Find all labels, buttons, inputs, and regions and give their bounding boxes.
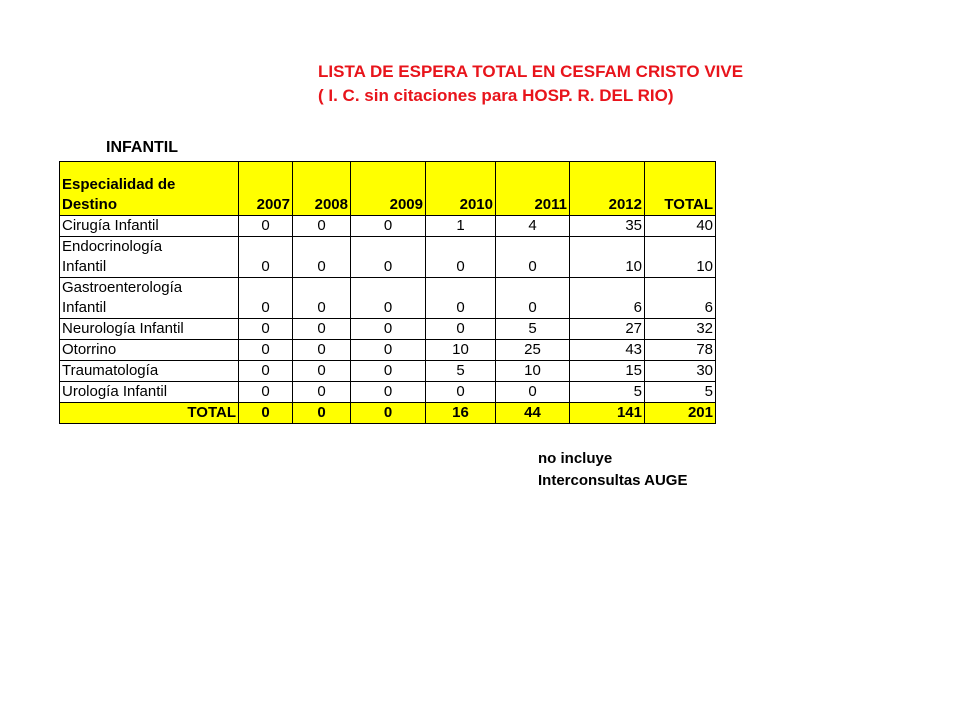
cell-2012: 35	[570, 216, 645, 237]
footnote-line-1: no incluye	[538, 450, 613, 467]
cell-2011: 0	[496, 382, 570, 403]
cell-2012: 15	[570, 361, 645, 382]
header-specialty-line-2: Destino	[62, 196, 118, 213]
cell-2007: 0	[239, 278, 293, 319]
total-2010: 16	[426, 403, 496, 424]
cell-2010: 0	[426, 382, 496, 403]
cell-2009: 0	[351, 319, 426, 340]
header-specialty	[60, 162, 239, 216]
document-title	[318, 60, 743, 108]
cell-2009: 0	[351, 216, 426, 237]
row-specialty-line-2: Infantil	[62, 299, 107, 316]
cell-2010: 0	[426, 319, 496, 340]
header-year-2008: 2008	[293, 162, 351, 216]
cell-2010: 5	[426, 361, 496, 382]
cell-2007: 0	[239, 237, 293, 278]
cell-2012: 10	[570, 237, 645, 278]
row-specialty-line-1: Endocrinología	[62, 238, 163, 255]
header-year-2007: 2007	[239, 162, 293, 216]
row-specialty: Neurología Infantil	[60, 319, 239, 340]
cell-2008: 0	[293, 278, 351, 319]
header-year-2010: 2010	[426, 162, 496, 216]
row-specialty: Otorrino	[60, 340, 239, 361]
total-2008: 0	[293, 403, 351, 424]
table-row	[60, 382, 716, 403]
cell-2008: 0	[293, 237, 351, 278]
cell-2009: 0	[351, 278, 426, 319]
row-specialty: Cirugía Infantil	[60, 216, 239, 237]
cell-2007: 0	[239, 382, 293, 403]
cell-total: 78	[645, 340, 716, 361]
total-grand: 201	[645, 403, 716, 424]
cell-2007: 0	[239, 361, 293, 382]
table-row	[60, 216, 716, 237]
table-row	[60, 278, 716, 319]
cell-2010: 10	[426, 340, 496, 361]
row-specialty	[60, 237, 239, 278]
section-label: INFANTIL	[106, 139, 178, 156]
cell-2012: 5	[570, 382, 645, 403]
header-year-2009: 2009	[351, 162, 426, 216]
cell-2011: 4	[496, 216, 570, 237]
row-specialty: Urología Infantil	[60, 382, 239, 403]
cell-total: 10	[645, 237, 716, 278]
cell-2008: 0	[293, 382, 351, 403]
total-2007: 0	[239, 403, 293, 424]
cell-2011: 5	[496, 319, 570, 340]
total-2012: 141	[570, 403, 645, 424]
row-specialty-line-1: Gastroenterología	[62, 279, 183, 296]
cell-total: 6	[645, 278, 716, 319]
cell-2010: 0	[426, 237, 496, 278]
header-specialty-line-1: Especialidad de	[62, 176, 176, 193]
cell-2011: 10	[496, 361, 570, 382]
cell-2008: 0	[293, 216, 351, 237]
cell-2009: 0	[351, 361, 426, 382]
total-2011: 44	[496, 403, 570, 424]
table-row	[60, 340, 716, 361]
cell-2010: 1	[426, 216, 496, 237]
cell-2008: 0	[293, 319, 351, 340]
cell-2011: 25	[496, 340, 570, 361]
table-row	[60, 319, 716, 340]
title-line-2: ( I. C. sin citaciones para HOSP. R. DEL RIO)	[318, 86, 674, 105]
table-row	[60, 361, 716, 382]
total-row	[60, 403, 716, 424]
cell-2008: 0	[293, 361, 351, 382]
footnote-line-2: Interconsultas AUGE	[538, 472, 688, 489]
cell-2012: 27	[570, 319, 645, 340]
header-row	[60, 162, 716, 216]
cell-2011: 0	[496, 278, 570, 319]
footnote	[538, 448, 687, 492]
cell-2009: 0	[351, 382, 426, 403]
table-row	[60, 237, 716, 278]
title-line-1: LISTA DE ESPERA TOTAL EN CESFAM CRISTO VIVE	[318, 62, 744, 81]
cell-2012: 43	[570, 340, 645, 361]
cell-2011: 0	[496, 237, 570, 278]
cell-total: 40	[645, 216, 716, 237]
header-total: TOTAL	[645, 162, 716, 216]
cell-total: 5	[645, 382, 716, 403]
cell-2009: 0	[351, 340, 426, 361]
waiting-list-table	[59, 161, 716, 424]
row-specialty-line-2: Infantil	[62, 258, 107, 275]
cell-2007: 0	[239, 340, 293, 361]
header-year-2012: 2012	[570, 162, 645, 216]
cell-total: 32	[645, 319, 716, 340]
row-specialty: Traumatología	[60, 361, 239, 382]
row-specialty	[60, 278, 239, 319]
cell-2012: 6	[570, 278, 645, 319]
cell-2007: 0	[239, 216, 293, 237]
header-year-2011: 2011	[496, 162, 570, 216]
total-2009: 0	[351, 403, 426, 424]
cell-2010: 0	[426, 278, 496, 319]
cell-2007: 0	[239, 319, 293, 340]
total-row-label: TOTAL	[60, 403, 239, 424]
cell-total: 30	[645, 361, 716, 382]
cell-2008: 0	[293, 340, 351, 361]
cell-2009: 0	[351, 237, 426, 278]
